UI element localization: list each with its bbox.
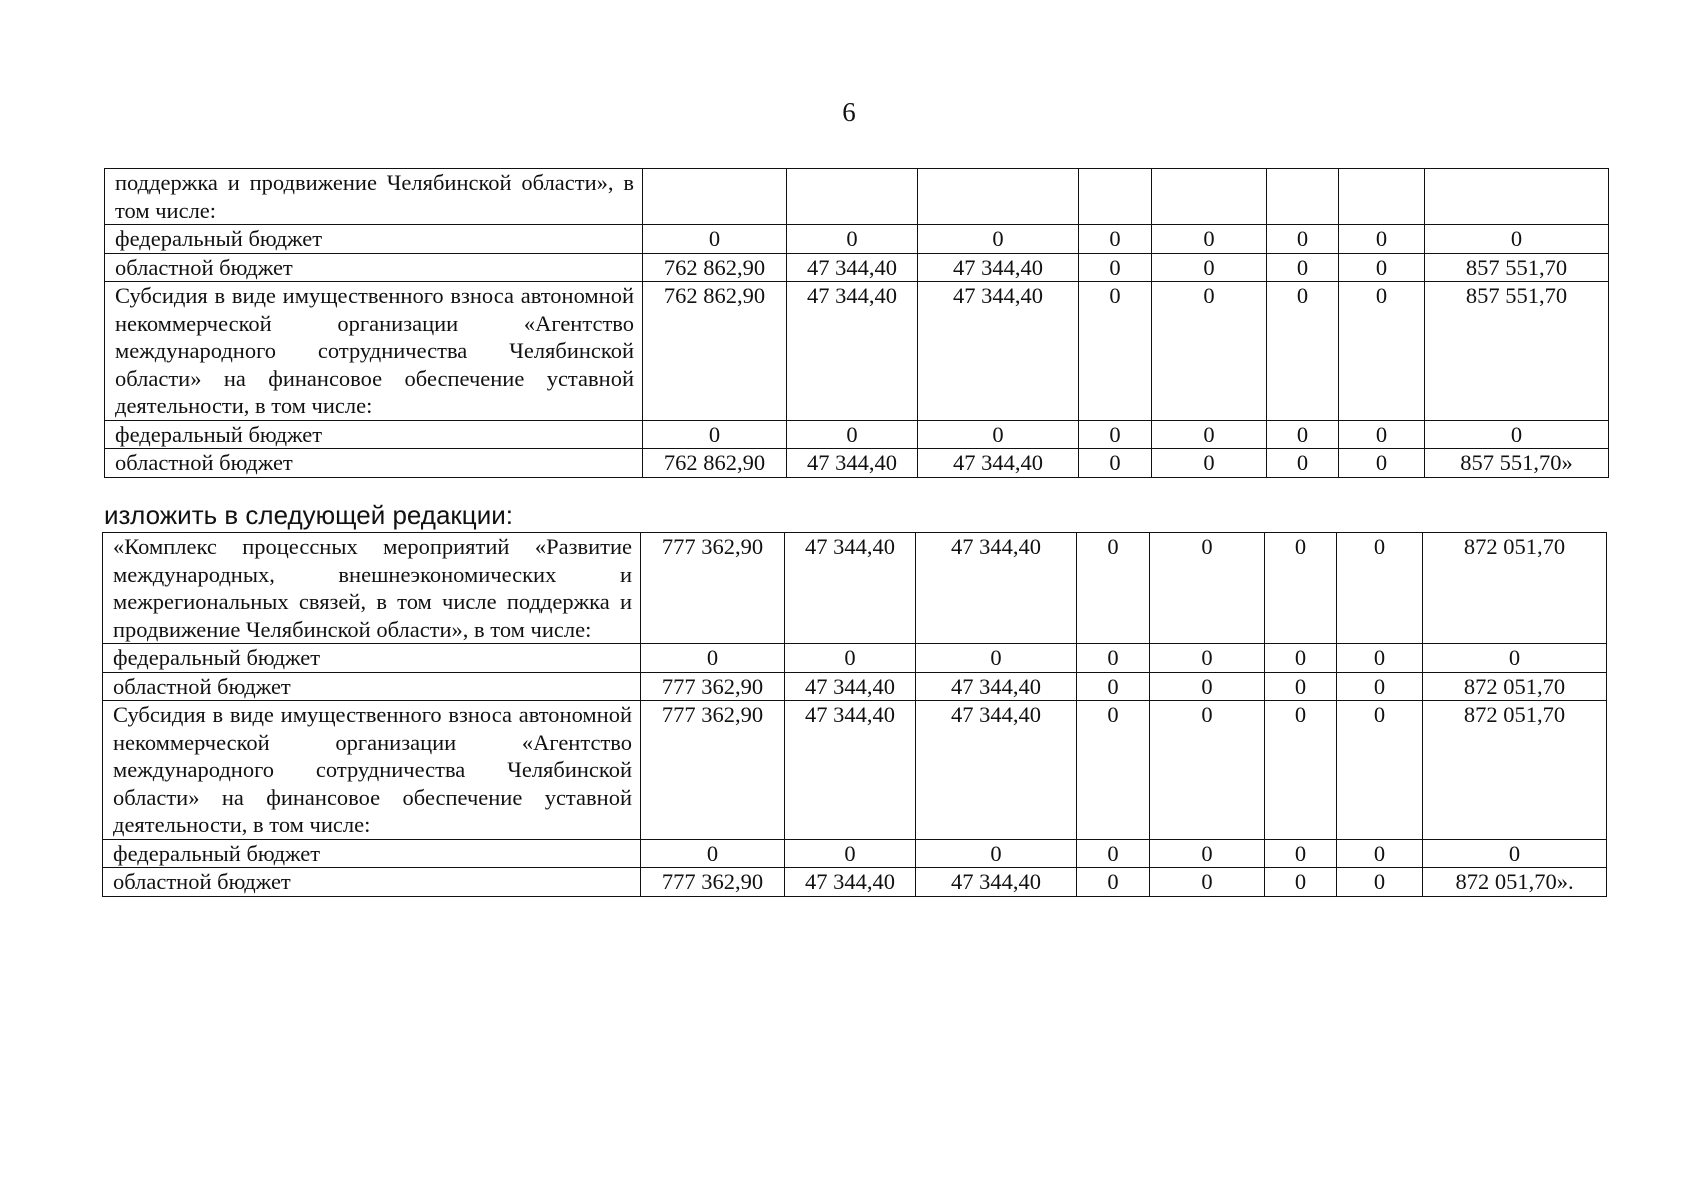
value-cell: 777 362,90 <box>641 868 785 897</box>
row-label: областной бюджет <box>103 672 641 701</box>
value-cell: 0 <box>787 420 918 449</box>
value-cell: 0 <box>1267 282 1339 421</box>
value-cell: 872 051,70 <box>1423 533 1607 644</box>
value-cell: 47 344,40 <box>785 533 916 644</box>
value-cell: 47 344,40 <box>785 672 916 701</box>
value-cell: 0 <box>1150 644 1265 673</box>
value-cell: 47 344,40 <box>787 253 918 282</box>
value-cell: 0 <box>1423 839 1607 868</box>
row-label: областной бюджет <box>105 449 643 478</box>
value-cell: 47 344,40 <box>785 868 916 897</box>
value-cell <box>1152 169 1267 225</box>
value-cell: 0 <box>1150 868 1265 897</box>
value-cell: 47 344,40 <box>787 449 918 478</box>
value-cell: 0 <box>916 644 1077 673</box>
row-label: Субсидия в виде имущественного взноса автономной некоммерческой организации «Агентство международного сотрудничества Челябинской области» на финансовое обеспечение уставной деятельности, в том числе: <box>105 282 643 421</box>
value-cell: 0 <box>1265 672 1337 701</box>
value-cell <box>643 169 787 225</box>
row-label: федеральный бюджет <box>103 839 641 868</box>
value-cell: 0 <box>916 839 1077 868</box>
row-label: федеральный бюджет <box>105 420 643 449</box>
value-cell: 0 <box>1337 701 1423 840</box>
value-cell <box>1079 169 1152 225</box>
value-cell: 0 <box>1339 225 1425 254</box>
value-cell: 0 <box>1077 672 1150 701</box>
value-cell: 0 <box>1152 449 1267 478</box>
value-cell: 857 551,70 <box>1425 253 1609 282</box>
value-cell <box>787 169 918 225</box>
row-label: «Комплекс процессных мероприятий «Развитие международных, внешнеэкономических и межрегиональных связей, в том числе поддержка и продвижение Челябинской области», в том числе: <box>103 533 641 644</box>
redaction-caption: изложить в следующей редакции: <box>104 500 513 530</box>
value-cell: 857 551,70» <box>1425 449 1609 478</box>
table-row <box>103 701 1607 840</box>
table-row <box>105 225 1609 254</box>
value-cell: 0 <box>1150 701 1265 840</box>
value-cell: 0 <box>1267 449 1339 478</box>
value-cell: 0 <box>1077 701 1150 840</box>
value-cell: 0 <box>1339 420 1425 449</box>
value-cell: 762 862,90 <box>643 449 787 478</box>
table-row <box>105 169 1609 225</box>
value-cell: 0 <box>1079 449 1152 478</box>
new-budget-table <box>102 532 1607 897</box>
table-row <box>103 644 1607 673</box>
value-cell: 47 344,40 <box>918 449 1079 478</box>
value-cell: 0 <box>1337 533 1423 644</box>
value-cell: 0 <box>1339 282 1425 421</box>
row-label: областной бюджет <box>103 868 641 897</box>
value-cell: 0 <box>1265 644 1337 673</box>
value-cell: 0 <box>1152 225 1267 254</box>
table-row <box>103 868 1607 897</box>
value-cell: 0 <box>1265 533 1337 644</box>
value-cell: 0 <box>1423 644 1607 673</box>
value-cell: 0 <box>1337 644 1423 673</box>
table-row <box>105 282 1609 421</box>
value-cell: 872 051,70». <box>1423 868 1607 897</box>
value-cell: 0 <box>918 420 1079 449</box>
value-cell: 0 <box>1339 449 1425 478</box>
value-cell <box>1339 169 1425 225</box>
value-cell: 0 <box>1265 701 1337 840</box>
value-cell: 47 344,40 <box>785 701 916 840</box>
value-cell: 762 862,90 <box>643 253 787 282</box>
value-cell: 47 344,40 <box>916 701 1077 840</box>
value-cell <box>918 169 1079 225</box>
value-cell: 47 344,40 <box>916 868 1077 897</box>
row-label: поддержка и продвижение Челябинской области», в том числе: <box>105 169 643 225</box>
table-row <box>103 672 1607 701</box>
value-cell: 0 <box>1265 839 1337 868</box>
value-cell: 0 <box>1425 225 1609 254</box>
value-cell: 0 <box>1339 253 1425 282</box>
value-cell: 47 344,40 <box>918 253 1079 282</box>
row-label: Субсидия в виде имущественного взноса автономной некоммерческой организации «Агентство международного сотрудничества Челябинской области» на финансовое обеспечение уставной деятельности, в том числе: <box>103 701 641 840</box>
value-cell: 777 362,90 <box>641 533 785 644</box>
value-cell: 0 <box>643 225 787 254</box>
value-cell: 0 <box>1150 839 1265 868</box>
table-row <box>103 839 1607 868</box>
value-cell: 0 <box>1267 253 1339 282</box>
value-cell: 762 862,90 <box>643 282 787 421</box>
value-cell: 872 051,70 <box>1423 701 1607 840</box>
value-cell: 872 051,70 <box>1423 672 1607 701</box>
value-cell <box>1267 169 1339 225</box>
value-cell: 0 <box>1152 282 1267 421</box>
table-row <box>105 449 1609 478</box>
value-cell: 0 <box>1079 253 1152 282</box>
value-cell: 0 <box>1079 282 1152 421</box>
value-cell: 47 344,40 <box>918 282 1079 421</box>
value-cell: 0 <box>641 839 785 868</box>
value-cell: 777 362,90 <box>641 701 785 840</box>
value-cell: 0 <box>1077 868 1150 897</box>
table-row <box>105 420 1609 449</box>
row-label: федеральный бюджет <box>103 644 641 673</box>
value-cell: 0 <box>641 644 785 673</box>
value-cell: 0 <box>1337 839 1423 868</box>
value-cell: 777 362,90 <box>641 672 785 701</box>
row-label: областной бюджет <box>105 253 643 282</box>
page-number: 6 <box>842 97 856 127</box>
value-cell: 0 <box>643 420 787 449</box>
value-cell: 0 <box>787 225 918 254</box>
current-budget-table <box>104 168 1609 478</box>
value-cell: 0 <box>1150 672 1265 701</box>
value-cell <box>1425 169 1609 225</box>
table-row <box>105 253 1609 282</box>
value-cell: 0 <box>1337 672 1423 701</box>
value-cell: 47 344,40 <box>916 533 1077 644</box>
value-cell: 0 <box>1152 420 1267 449</box>
value-cell: 0 <box>1077 533 1150 644</box>
table-row <box>103 533 1607 644</box>
value-cell: 0 <box>1337 868 1423 897</box>
value-cell: 0 <box>918 225 1079 254</box>
value-cell: 0 <box>1425 420 1609 449</box>
value-cell: 0 <box>1150 533 1265 644</box>
value-cell: 0 <box>1267 225 1339 254</box>
value-cell: 47 344,40 <box>916 672 1077 701</box>
value-cell: 0 <box>785 644 916 673</box>
value-cell: 857 551,70 <box>1425 282 1609 421</box>
value-cell: 0 <box>1077 839 1150 868</box>
value-cell: 47 344,40 <box>787 282 918 421</box>
value-cell: 0 <box>1267 420 1339 449</box>
row-label: федеральный бюджет <box>105 225 643 254</box>
value-cell: 0 <box>1077 644 1150 673</box>
value-cell: 0 <box>785 839 916 868</box>
value-cell: 0 <box>1265 868 1337 897</box>
value-cell: 0 <box>1152 253 1267 282</box>
value-cell: 0 <box>1079 420 1152 449</box>
value-cell: 0 <box>1079 225 1152 254</box>
